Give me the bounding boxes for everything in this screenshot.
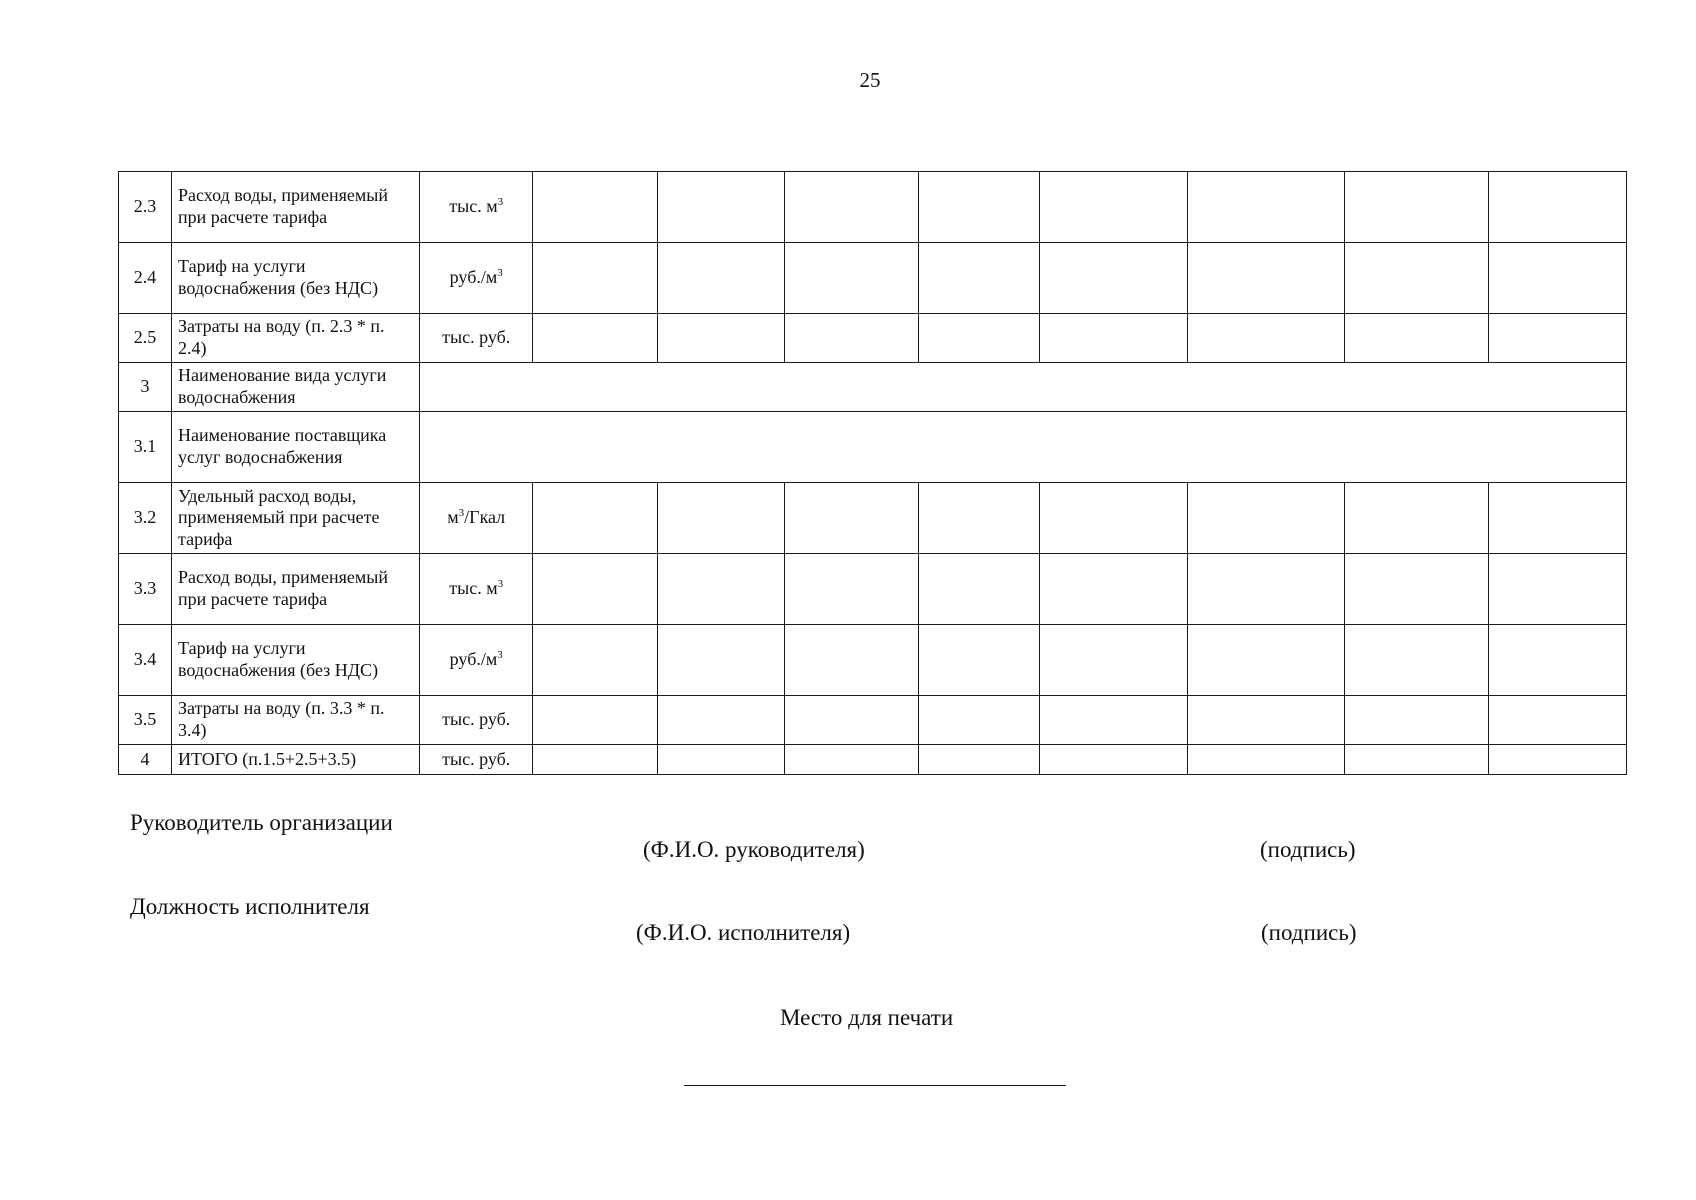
value-cell[interactable]: [658, 554, 785, 625]
value-cell[interactable]: [658, 314, 785, 363]
value-cell[interactable]: [1187, 745, 1344, 775]
value-cell[interactable]: [1039, 745, 1187, 775]
table-row-total: [119, 745, 1627, 775]
value-cell[interactable]: [1344, 314, 1488, 363]
row-unit: $руб./м^3$: [420, 625, 533, 696]
table-row: [119, 243, 1627, 314]
value-cell[interactable]: [1187, 172, 1344, 243]
table-row: [119, 625, 1627, 696]
head-label: Руководитель организации: [130, 810, 393, 835]
value-cell[interactable]: [658, 172, 785, 243]
row-number: 2.5: [119, 314, 172, 363]
value-cell[interactable]: [785, 483, 919, 554]
row-unit: тыс. руб.: [420, 745, 533, 775]
value-cell[interactable]: [1488, 243, 1626, 314]
section-value-cell[interactable]: [420, 363, 1627, 412]
row-number: 3.2: [119, 483, 172, 554]
value-cell[interactable]: [919, 625, 1039, 696]
row-number: 3.5: [119, 696, 172, 745]
value-cell[interactable]: [658, 625, 785, 696]
value-cell[interactable]: [533, 314, 658, 363]
value-cell[interactable]: [1344, 625, 1488, 696]
value-cell[interactable]: [1488, 625, 1626, 696]
row-name: Тариф на услуги водоснабжения (без НДС): [172, 625, 420, 696]
row-name: Тариф на услуги водоснабжения (без НДС): [172, 243, 420, 314]
head-signature-caption: (подпись): [1260, 837, 1356, 862]
value-cell[interactable]: [533, 483, 658, 554]
value-cell[interactable]: [919, 243, 1039, 314]
value-cell[interactable]: [1488, 554, 1626, 625]
value-cell[interactable]: [1344, 745, 1488, 775]
table-row: [119, 483, 1627, 554]
table-row: [119, 554, 1627, 625]
value-cell[interactable]: [1488, 483, 1626, 554]
value-cell[interactable]: [1039, 243, 1187, 314]
row-name: Затраты на воду (п. 2.3 * п. 2.4): [172, 314, 420, 363]
executor-label: Должность исполнителя: [130, 894, 370, 919]
value-cell[interactable]: [785, 696, 919, 745]
value-cell[interactable]: [658, 696, 785, 745]
table-row: [119, 696, 1627, 745]
row-number: 4: [119, 745, 172, 775]
water-cost-table: [118, 171, 1627, 775]
value-cell[interactable]: [658, 243, 785, 314]
value-cell[interactable]: [1187, 625, 1344, 696]
value-cell[interactable]: [1039, 696, 1187, 745]
row-unit: тыс. $м^3$: [420, 172, 533, 243]
stamp-place-label: Место для печати: [780, 1005, 954, 1030]
row-name: Удельный расход воды, применяемый при расчете тарифа: [172, 483, 420, 554]
table-row-section: [119, 363, 1627, 412]
value-cell[interactable]: [785, 243, 919, 314]
value-cell[interactable]: [919, 314, 1039, 363]
value-cell[interactable]: [919, 696, 1039, 745]
value-cell[interactable]: [533, 745, 658, 775]
stamp-line: [684, 1085, 1066, 1086]
value-cell[interactable]: [533, 696, 658, 745]
value-cell[interactable]: [919, 554, 1039, 625]
value-cell[interactable]: [1039, 625, 1187, 696]
value-cell[interactable]: [785, 554, 919, 625]
row-name: Затраты на воду (п. 3.3 * п. 3.4): [172, 696, 420, 745]
row-number: 3.4: [119, 625, 172, 696]
value-cell[interactable]: [533, 172, 658, 243]
value-cell[interactable]: [1039, 172, 1187, 243]
value-cell[interactable]: [919, 483, 1039, 554]
row-unit: тыс. руб.: [420, 314, 533, 363]
value-cell[interactable]: [1187, 696, 1344, 745]
value-cell[interactable]: [1039, 314, 1187, 363]
value-cell[interactable]: [1488, 696, 1626, 745]
value-cell[interactable]: [1488, 172, 1626, 243]
executor-fio-caption: (Ф.И.О. исполнителя): [636, 920, 851, 945]
value-cell[interactable]: [1344, 172, 1488, 243]
page-number: 25: [859, 68, 881, 92]
value-cell[interactable]: [1488, 314, 1626, 363]
row-unit: тыс. руб.: [420, 696, 533, 745]
value-cell[interactable]: [785, 745, 919, 775]
table-row: [119, 172, 1627, 243]
row-unit: тыс. $м^3$: [420, 554, 533, 625]
value-cell[interactable]: [1187, 243, 1344, 314]
value-cell[interactable]: [533, 625, 658, 696]
row-number: 3: [119, 363, 172, 412]
row-number: 2.4: [119, 243, 172, 314]
value-cell[interactable]: [1344, 483, 1488, 554]
section-value-cell[interactable]: [420, 412, 1627, 483]
table-row-section: [119, 412, 1627, 483]
row-unit: $руб./м^3$: [420, 243, 533, 314]
row-number: 3.1: [119, 412, 172, 483]
executor-signature-caption: (подпись): [1261, 920, 1357, 945]
value-cell[interactable]: [1344, 554, 1488, 625]
row-name: ИТОГО (п.1.5+2.5+3.5): [172, 745, 420, 775]
row-number: 2.3: [119, 172, 172, 243]
value-cell[interactable]: [658, 483, 785, 554]
value-cell[interactable]: [1187, 554, 1344, 625]
value-cell[interactable]: [533, 554, 658, 625]
value-cell[interactable]: [785, 625, 919, 696]
head-fio-caption: (Ф.И.О. руководителя): [643, 837, 865, 862]
row-name: Расход воды, применяемый при расчете тарифа: [172, 554, 420, 625]
value-cell[interactable]: [1039, 554, 1187, 625]
value-cell[interactable]: [785, 314, 919, 363]
row-unit: $м^3$/Гкал: [420, 483, 533, 554]
value-cell[interactable]: [658, 745, 785, 775]
value-cell[interactable]: [919, 172, 1039, 243]
value-cell[interactable]: [785, 172, 919, 243]
value-cell[interactable]: [1344, 243, 1488, 314]
table-row: [119, 314, 1627, 363]
value-cell[interactable]: [1187, 483, 1344, 554]
value-cell[interactable]: [919, 745, 1039, 775]
value-cell[interactable]: [1187, 314, 1344, 363]
row-number: 3.3: [119, 554, 172, 625]
value-cell[interactable]: [1344, 696, 1488, 745]
row-name: Наименование вида услуги водоснабжения: [172, 363, 420, 412]
value-cell[interactable]: [533, 243, 658, 314]
row-name: Расход воды, применяемый при расчете тарифа: [172, 172, 420, 243]
value-cell[interactable]: [1039, 483, 1187, 554]
row-name: Наименование поставщика услуг водоснабжения: [172, 412, 420, 483]
value-cell[interactable]: [1488, 745, 1626, 775]
